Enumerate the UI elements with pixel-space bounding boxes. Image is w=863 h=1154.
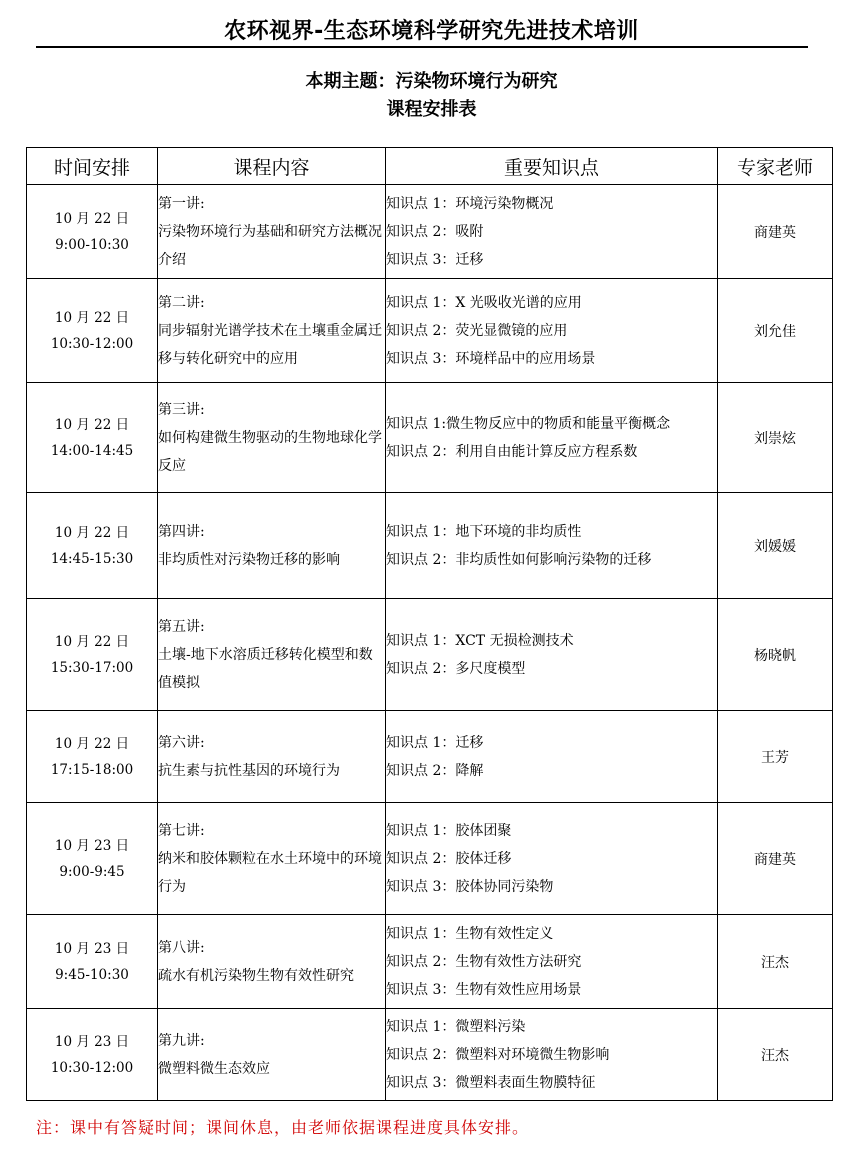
column-header-points: 重要知识点 bbox=[386, 148, 718, 185]
knowledge-point: 知识点 3：胶体协同污染物 bbox=[386, 878, 554, 895]
teacher-name: 王芳 bbox=[718, 711, 833, 803]
teacher-name: 商建英 bbox=[718, 803, 833, 915]
knowledge-point: 知识点 2：多尺度模型 bbox=[386, 660, 526, 677]
session-time: 9:00-10:30 bbox=[55, 236, 129, 253]
session-date: 10 月 23 日 bbox=[54, 940, 130, 957]
knowledge-points-cell bbox=[386, 803, 718, 915]
table-header-row bbox=[27, 148, 833, 185]
knowledge-points-cell bbox=[386, 711, 718, 803]
course-title: 非均质性对污染物迁移的影响 bbox=[158, 551, 340, 568]
document-title: 农环视界-生态环境科学研究先进技术培训 bbox=[224, 19, 639, 44]
knowledge-point: 知识点 2：利用自由能计算反应方程系数 bbox=[386, 443, 638, 460]
course-cell bbox=[158, 599, 386, 711]
knowledge-point: 知识点 2：吸附 bbox=[386, 223, 484, 240]
knowledge-point: 知识点 2：微塑料对环境微生物影响 bbox=[386, 1046, 610, 1063]
teacher-name: 汪杰 bbox=[718, 915, 833, 1009]
lecture-number: 第八讲: bbox=[158, 939, 205, 956]
knowledge-points-cell bbox=[386, 383, 718, 493]
teacher-name: 杨晓帆 bbox=[718, 599, 833, 711]
knowledge-points-cell bbox=[386, 493, 718, 599]
time-cell bbox=[27, 383, 158, 493]
teacher-name: 刘崇炫 bbox=[718, 383, 833, 493]
course-cell bbox=[158, 803, 386, 915]
course-title: 纳米和胶体颗粒在水土环境中的环境行为 bbox=[158, 850, 382, 895]
table-body bbox=[27, 185, 833, 1101]
title-divider bbox=[36, 46, 808, 48]
session-date: 10 月 22 日 bbox=[54, 633, 130, 650]
knowledge-point: 知识点 1：胶体团聚 bbox=[386, 822, 512, 839]
table-row bbox=[27, 915, 833, 1009]
knowledge-points-cell bbox=[386, 1009, 718, 1101]
table-row bbox=[27, 279, 833, 383]
course-cell bbox=[158, 493, 386, 599]
session-date: 10 月 23 日 bbox=[54, 1033, 130, 1050]
course-cell bbox=[158, 1009, 386, 1101]
course-title: 抗生素与抗性基因的环境行为 bbox=[158, 762, 340, 779]
session-time: 17:15-18:00 bbox=[50, 761, 134, 778]
course-title: 如何构建微生物驱动的生物地球化学反应 bbox=[158, 429, 382, 474]
course-title: 微塑料微生态效应 bbox=[158, 1060, 270, 1077]
course-cell bbox=[158, 711, 386, 803]
knowledge-point: 知识点 3：环境样品中的应用场景 bbox=[386, 350, 596, 367]
session-time: 14:45-15:30 bbox=[50, 550, 134, 567]
session-date: 10 月 22 日 bbox=[54, 524, 130, 541]
session-time: 9:45-10:30 bbox=[55, 966, 129, 983]
lecture-number: 第四讲: bbox=[158, 523, 205, 540]
knowledge-point: 知识点 1:微生物反应中的物质和能量平衡概念 bbox=[386, 415, 671, 432]
session-time: 9:00-9:45 bbox=[59, 863, 125, 880]
course-title: 土壤-地下水溶质迁移转化模型和数值模拟 bbox=[158, 646, 373, 691]
course-title: 疏水有机污染物生物有效性研究 bbox=[158, 967, 354, 984]
knowledge-point: 知识点 2：降解 bbox=[386, 762, 484, 779]
table-row bbox=[27, 1009, 833, 1101]
knowledge-point: 知识点 2：荧光显微镜的应用 bbox=[386, 322, 568, 339]
time-cell bbox=[27, 915, 158, 1009]
table-row bbox=[27, 599, 833, 711]
time-cell bbox=[27, 803, 158, 915]
teacher-name: 刘允佳 bbox=[718, 279, 833, 383]
knowledge-point: 知识点 3：微塑料表面生物膜特征 bbox=[386, 1074, 596, 1091]
course-title: 污染物环境行为基础和研究方法概况介绍 bbox=[158, 223, 382, 268]
lecture-number: 第六讲: bbox=[158, 734, 205, 751]
lecture-number: 第七讲: bbox=[158, 822, 205, 839]
session-time: 10:30-12:00 bbox=[50, 1059, 134, 1076]
course-cell bbox=[158, 185, 386, 279]
column-header-course: 课程内容 bbox=[158, 148, 386, 185]
topic-heading: 本期主题：污染物环境行为研究 bbox=[305, 71, 558, 92]
column-header-time: 时间安排 bbox=[27, 148, 158, 185]
time-cell bbox=[27, 185, 158, 279]
time-cell bbox=[27, 599, 158, 711]
teacher-name: 刘媛媛 bbox=[718, 493, 833, 599]
knowledge-points-cell bbox=[386, 915, 718, 1009]
session-date: 10 月 22 日 bbox=[54, 416, 130, 433]
session-date: 10 月 23 日 bbox=[54, 837, 130, 854]
knowledge-points-cell bbox=[386, 185, 718, 279]
lecture-number: 第九讲: bbox=[158, 1032, 205, 1049]
session-date: 10 月 22 日 bbox=[54, 309, 130, 326]
session-time: 15:30-17:00 bbox=[50, 659, 134, 676]
knowledge-point: 知识点 1：X 光吸收光谱的应用 bbox=[386, 294, 582, 311]
time-cell bbox=[27, 279, 158, 383]
knowledge-point: 知识点 2：非均质性如何影响污染物的迁移 bbox=[386, 551, 652, 568]
session-time: 14:00-14:45 bbox=[50, 442, 134, 459]
teacher-name: 汪杰 bbox=[718, 1009, 833, 1101]
lecture-number: 第一讲: bbox=[158, 195, 205, 212]
knowledge-points-cell bbox=[386, 599, 718, 711]
teacher-name: 商建英 bbox=[718, 185, 833, 279]
course-schedule-table bbox=[26, 147, 833, 1101]
table-row bbox=[27, 383, 833, 493]
table-row bbox=[27, 803, 833, 915]
table-row bbox=[27, 493, 833, 599]
course-cell bbox=[158, 279, 386, 383]
knowledge-point: 知识点 3：迁移 bbox=[386, 251, 484, 268]
time-cell bbox=[27, 1009, 158, 1101]
knowledge-points-cell bbox=[386, 279, 718, 383]
knowledge-point: 知识点 1：微塑料污染 bbox=[386, 1018, 526, 1035]
knowledge-point: 知识点 2：胶体迁移 bbox=[386, 850, 512, 867]
footnote: 注：课中有答疑时间；课间休息，由老师依据课程进度具体安排。 bbox=[36, 1118, 530, 1137]
lecture-number: 第三讲: bbox=[158, 401, 205, 418]
knowledge-point: 知识点 1：地下环境的非均质性 bbox=[386, 523, 582, 540]
time-cell bbox=[27, 711, 158, 803]
lecture-number: 第五讲: bbox=[158, 618, 205, 635]
time-cell bbox=[27, 493, 158, 599]
session-date: 10 月 22 日 bbox=[54, 210, 130, 227]
course-title: 同步辐射光谱学技术在土壤重金属迁移与转化研究中的应用 bbox=[158, 322, 382, 367]
knowledge-point: 知识点 1：生物有效性定义 bbox=[386, 925, 554, 942]
course-cell bbox=[158, 383, 386, 493]
knowledge-point: 知识点 2：生物有效性方法研究 bbox=[386, 953, 582, 970]
course-cell bbox=[158, 915, 386, 1009]
column-header-teacher: 专家老师 bbox=[718, 148, 833, 185]
session-date: 10 月 22 日 bbox=[54, 735, 130, 752]
session-time: 10:30-12:00 bbox=[50, 335, 134, 352]
lecture-number: 第二讲: bbox=[158, 294, 205, 311]
knowledge-point: 知识点 1：环境污染物概况 bbox=[386, 195, 554, 212]
knowledge-point: 知识点 1：迁移 bbox=[386, 734, 484, 751]
table-row bbox=[27, 185, 833, 279]
knowledge-point: 知识点 1：XCT 无损检测技术 bbox=[386, 632, 574, 649]
knowledge-point: 知识点 3：生物有效性应用场景 bbox=[386, 981, 582, 998]
table-row bbox=[27, 711, 833, 803]
schedule-heading: 课程安排表 bbox=[386, 99, 477, 120]
